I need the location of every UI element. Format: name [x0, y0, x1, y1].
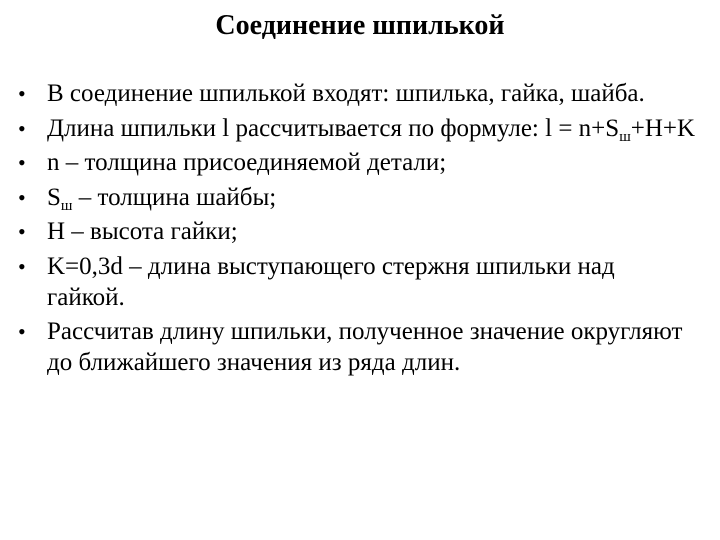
bullet-text: K=0,3d – длина выступающего стержня шпильки над гайкой.	[47, 252, 615, 311]
subscript: ш	[619, 128, 631, 145]
bullet-text: H – высота гайки;	[47, 218, 238, 245]
bullet-icon: •	[18, 219, 26, 244]
bullet-icon: •	[18, 81, 26, 106]
bullet-text-before: S	[47, 183, 61, 211]
bullet-icon: •	[18, 184, 26, 210]
bullet-item-s-definition	[18, 182, 698, 213]
bullet-item-n-definition	[18, 147, 698, 178]
bullet-text: n – толщина присоединяемой детали;	[47, 149, 447, 176]
bullet-item-composition	[18, 78, 698, 109]
bullet-item-length-formula	[18, 113, 698, 144]
bullet-item-rounding	[18, 316, 698, 378]
subscript: ш	[60, 197, 73, 214]
bullet-item-h-definition	[18, 216, 698, 247]
bullet-text: В соединение шпилькой входят: шпилька, гайка, шайба.	[47, 80, 645, 107]
bullet-text-after: +H+K	[630, 114, 696, 142]
bullet-text-after: – толщина шайбы;	[72, 183, 277, 211]
bullet-list	[18, 78, 698, 382]
bullet-icon: •	[18, 115, 26, 141]
bullet-item-k-definition	[18, 251, 698, 313]
bullet-text: Рассчитав длину шпильки, полученное значение округляют до ближайшего значения из ряда длин.	[47, 318, 683, 376]
bullet-icon: •	[18, 150, 26, 175]
bullet-icon: •	[18, 319, 26, 344]
bullet-icon: •	[18, 253, 26, 279]
bullet-text-before: Длина шпильки l рассчитывается по формуле: l = n+S	[47, 114, 620, 142]
slide-title: Соединение шпилькой	[215, 10, 505, 41]
